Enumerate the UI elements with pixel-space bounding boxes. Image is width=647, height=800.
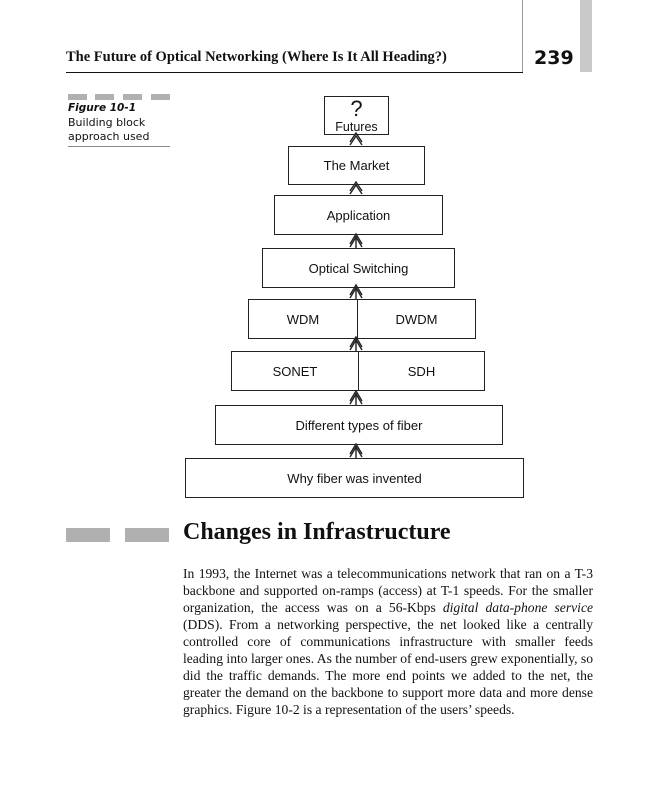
figure-caption: Building block approach used: [68, 116, 150, 143]
body-text-part: (DDS). From a networking perspective, the net looked like a centrally controlled core of communications infrastructure with smaller feeds leading into larger ones. As the number of end-users grew exponentially, so did the traffic demands. The more end points we added to the net, the greater the demand on the backbone to support more data and more dense graphics. Figure 10-2 is a representation of the users’ speeds.: [183, 617, 593, 717]
block-sonet-label: SONET: [272, 363, 318, 379]
arrow-up-icon: [350, 234, 362, 248]
block-dwdm-label: DWDM: [395, 311, 438, 327]
section-marker-bar: [66, 528, 110, 542]
block-different-types-of-fiber-label: Different types of fiber: [295, 417, 423, 433]
arrow-up-icon: [350, 391, 362, 405]
block-wdm-dwdm: [248, 299, 476, 339]
question-mark-icon: ?: [350, 95, 363, 121]
running-header-title: The Future of Optical Networking (Where Is It All Heading?): [66, 49, 447, 65]
body-term-italic: digital data-phone service: [442, 600, 594, 615]
header-rule: [66, 72, 523, 73]
body-paragraph: [183, 565, 593, 718]
body-text-part: In 1993, the Internet was a telecommunications network that ran on a T-3 backbone and supported on-ramps (access) at T-1 speeds. For the smaller organization, the access was on a 56-Kbps: [183, 566, 593, 615]
arrow-up-icon: [350, 337, 362, 351]
block-why-fiber-was-invented: [185, 458, 524, 498]
block-why-fiber-was-invented-label: Why fiber was invented: [287, 470, 422, 486]
page-number: 239: [534, 47, 574, 69]
block-optical-switching: [262, 248, 455, 288]
caption-rule: [68, 146, 170, 147]
block-wdm: [249, 300, 357, 338]
block-sonet-sdh: [231, 351, 485, 391]
section-heading: Changes in Infrastructure: [183, 519, 451, 545]
arrow-up-icon: [350, 444, 362, 458]
caption-dash-marks: [68, 94, 170, 100]
section-marker-bar: [125, 528, 169, 542]
block-sdh: [359, 352, 484, 390]
block-different-types-of-fiber: [215, 405, 503, 445]
block-dwdm: [358, 300, 475, 338]
figure-label: Figure 10-1: [68, 102, 136, 114]
block-optical-switching-label: Optical Switching: [308, 260, 409, 276]
page-edge-tab: [580, 0, 592, 72]
block-sdh-label: SDH: [407, 363, 436, 379]
block-wdm-label: WDM: [286, 311, 320, 327]
block-futures: [324, 96, 389, 135]
block-the-market-label: The Market: [323, 158, 390, 173]
block-futures-label: Futures: [335, 119, 378, 134]
block-the-market: [288, 146, 425, 185]
block-sonet: [232, 352, 358, 390]
block-application-label: Application: [326, 207, 391, 223]
block-application: [274, 195, 443, 235]
page-tab-divider: [522, 0, 523, 72]
